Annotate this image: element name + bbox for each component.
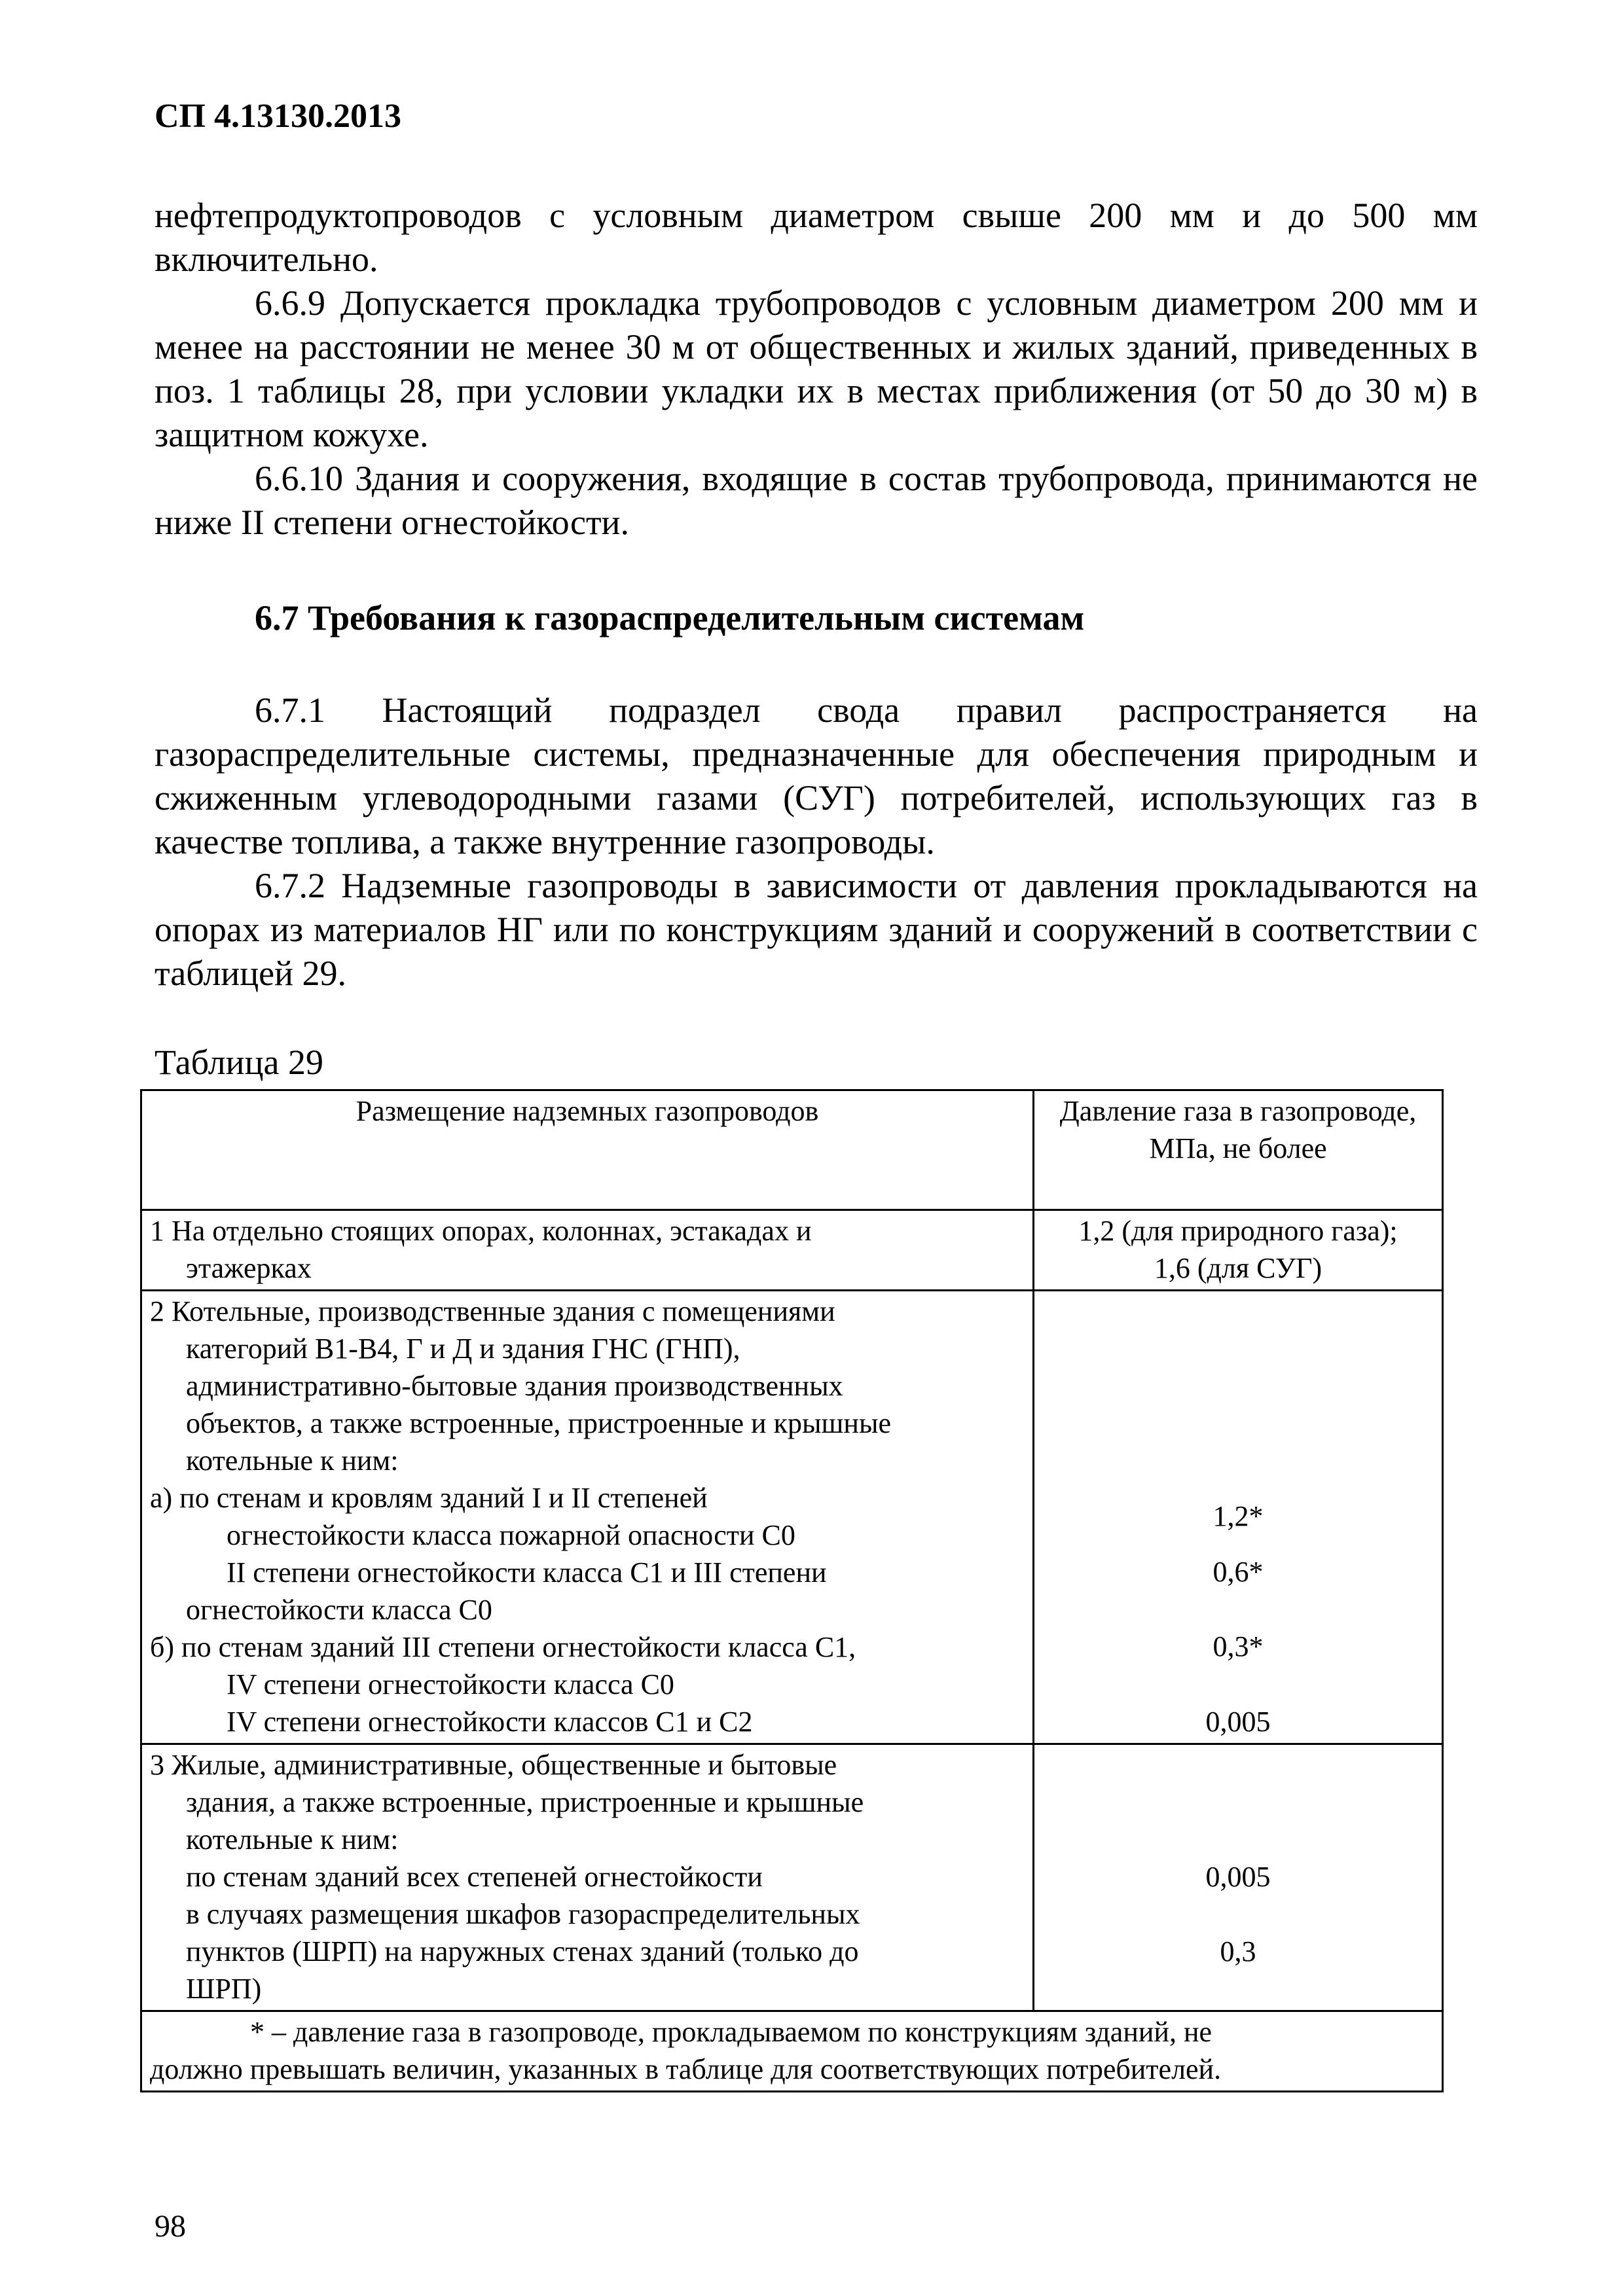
paragraph-6-6-10: 6.6.10 Здания и сооружения, входящие в состав трубопровода, принимаются не ниже II степени огнестойкости. [155, 459, 1478, 542]
row-2-line: огнестойкости класса С0 [186, 1594, 492, 1626]
table-header-row [141, 1090, 1443, 1210]
header-placement: Размещение надземных газопроводов [141, 1090, 1034, 1210]
row-2-line: объектов, а также встроенные, пристроенные и крышные [186, 1407, 892, 1439]
row-2-line: огнестойкости класса пожарной опасности С0 [227, 1519, 795, 1551]
row-2-line: 2 Котельные, производственные здания с помещениями [150, 1295, 835, 1327]
spacer [1042, 1442, 1434, 1479]
row-2-value: 0,005 [1205, 1706, 1271, 1738]
row-2-value: 0,6* [1213, 1556, 1264, 1588]
row-3-pressure [1034, 1744, 1443, 2011]
row-3-line: ШРП) [186, 1973, 262, 2005]
row-3-line: котельные к ним: [186, 1823, 399, 1856]
row-2-value: 0,3* [1213, 1630, 1264, 1662]
note-line: должно превышать величин, указанных в таблице для соответствующих потребителей. [150, 2053, 1222, 2085]
row-3-line: 3 Жилые, административные, общественные и бытовые [150, 1749, 837, 1781]
row-2-line: б) по стенам зданий III степени огнестойкости класса С1, [150, 1631, 856, 1663]
row-3-line: в случаях размещения шкафов газораспределительных [186, 1898, 860, 1930]
row-1-value: 1,6 (для СУГ) [1154, 1252, 1322, 1284]
row-1-value: 1,2 (для природного газа); [1078, 1215, 1398, 1247]
spacer [1042, 1330, 1434, 1367]
paragraphs-block-2 [155, 689, 1478, 996]
row-2-line: а) по стенам и кровлям зданий I и II степеней [150, 1482, 708, 1514]
row-3-line: здания, а также встроенные, пристроенные и крышные [186, 1786, 864, 1818]
paragraph-6-7-2: 6.7.2 Надземные газопроводы в зависимости от давления прокладываются на опорах из материалов НГ или по конструкциям зданий и сооружений в соответствии с таблицей 29. [155, 866, 1478, 993]
document-code: СП 4.13130.2013 [155, 98, 401, 135]
row-3-value: 0,005 [1205, 1861, 1271, 1893]
row-1-placement [141, 1210, 1034, 1291]
row-3-line: по стенам зданий всех степеней огнестойкости [186, 1861, 763, 1893]
row-1-line: этажерках [186, 1252, 312, 1284]
spacer [1042, 1746, 1434, 1784]
row-2-line: котельные к ним: [186, 1444, 399, 1477]
table-row [141, 1291, 1443, 1744]
spacer [1042, 1591, 1434, 1628]
spacer [1042, 1970, 1434, 2007]
row-2-placement [141, 1291, 1034, 1744]
table-caption: Таблица 29 [155, 1043, 323, 1082]
section-heading: 6.7 Требования к газораспределительным системам [255, 598, 1085, 637]
spacer [1042, 1666, 1434, 1703]
row-2-line: IV степени огнестойкости класса С0 [227, 1668, 674, 1700]
table-row [141, 1744, 1443, 2011]
row-3-value: 0,3 [1220, 1935, 1256, 1967]
paragraph-6-6-9: 6.6.9 Допускается прокладка трубопроводов с условным диаметром 200 мм и менее на расстоянии не менее 30 м от общественных и жилых зданий, приведенных в поз. 1 таблицы 28, при условии укладки их в местах приближения (от 50 до 30 м) в защитном кожухе. [155, 283, 1478, 454]
spacer [1042, 1367, 1434, 1405]
row-2-pressure [1034, 1291, 1443, 1744]
spacer [1042, 1405, 1434, 1442]
table-row [141, 1210, 1443, 1291]
page-number: 98 [155, 2209, 186, 2244]
pressure-table [140, 1089, 1444, 2092]
note-line: * – давление газа в газопроводе, прокладываемом по конструкциям зданий, не [250, 2016, 1213, 2048]
table-note-row [141, 2011, 1443, 2092]
row-3-line: пунктов (ШРП) на наружных стенах зданий (только до [186, 1935, 859, 1967]
row-2-line: категорий В1-В4, Г и Д и здания ГНС (ГНП), [186, 1333, 740, 1365]
table-note [141, 2011, 1443, 2092]
paragraph-continuation: нефтепродуктопроводов с условным диаметром свыше 200 мм и до 500 мм включительно. [155, 196, 1478, 279]
row-2-line: IV степени огнестойкости классов С1 и С2 [227, 1706, 753, 1738]
spacer [1042, 1821, 1434, 1858]
paragraphs-block-1 [155, 194, 1478, 545]
row-1-pressure [1034, 1210, 1443, 1291]
spacer [1042, 1293, 1434, 1330]
header-pressure: Давление газа в газопроводе, МПа, не более [1034, 1090, 1443, 1210]
spacer [1042, 1895, 1434, 1933]
row-2-value: 1,2* [1213, 1500, 1264, 1532]
paragraph-6-7-1: 6.7.1 Настоящий подраздел свода правил распространяется на газораспределительные системы, предназначенные для обеспечения природным и сжиженным углеводородными газами (СУГ) потребителей, использующих газ в качестве топлива, а также внутренние газопроводы. [155, 691, 1478, 861]
row-1-line: 1 На отдельно стоящих опорах, колоннах, эстакадах и [150, 1215, 812, 1247]
row-3-placement [141, 1744, 1034, 2011]
spacer [1042, 1784, 1434, 1821]
row-2-line: II степени огнестойкости класса С1 и III степени [227, 1556, 827, 1588]
row-2-line: административно-бытовые здания производственных [186, 1370, 843, 1402]
